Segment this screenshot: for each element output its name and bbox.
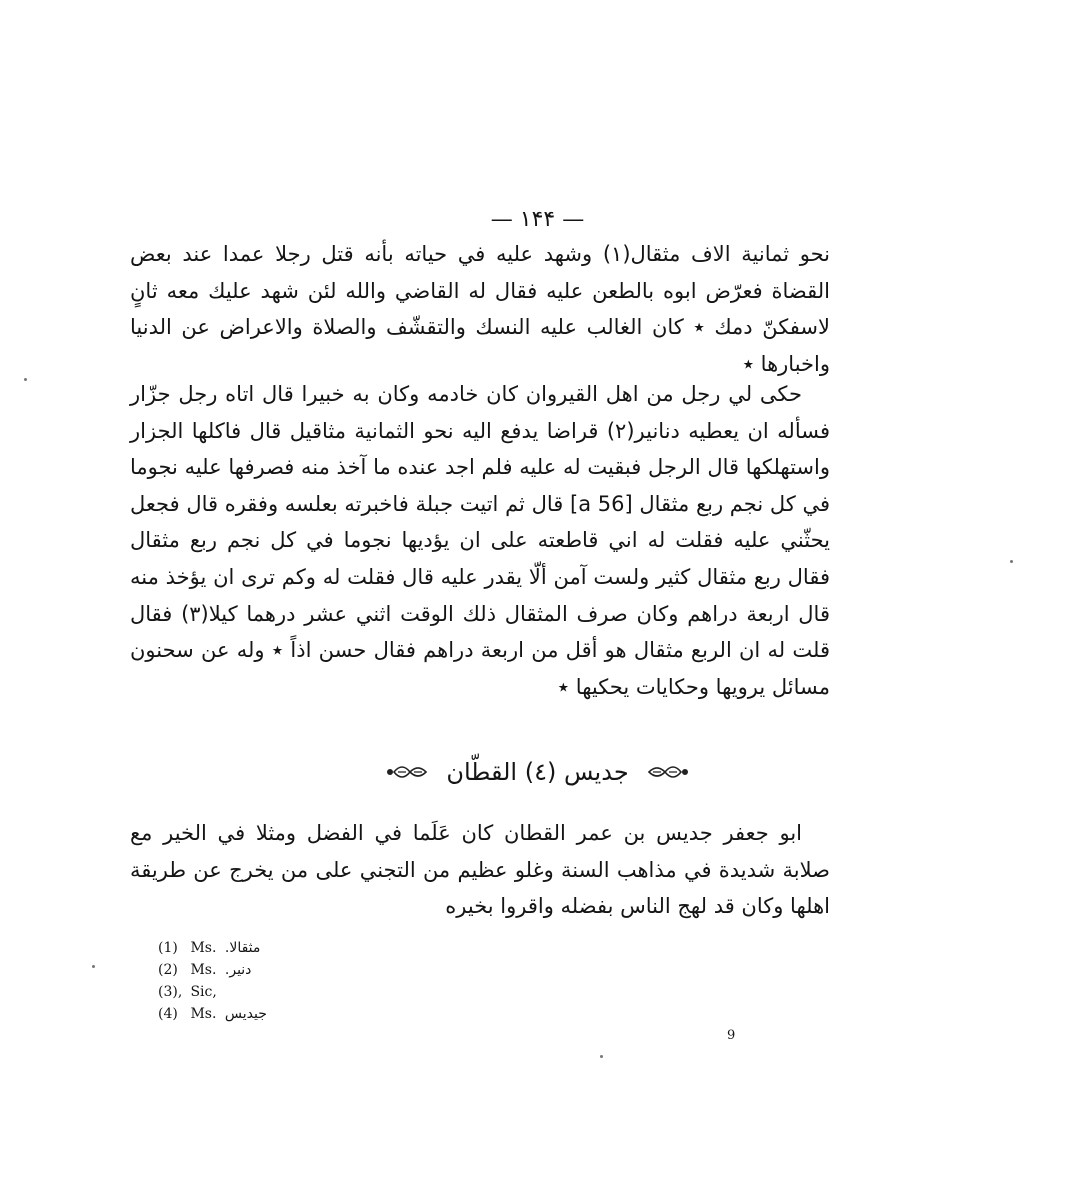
footnote: (3), Sic, (158, 984, 217, 1000)
scan-speck (24, 378, 27, 381)
paragraph-text: نحو ثمانية الاف مثقال(١) وشهد عليه في حياته بأنه قتل رجلا عمدا عند بعض القضاة فعرّض ابوه بالطعن عليه فقال له القاضي والله لئن شهد عليك معه ثانٍ لاسفكنّ دمك ٭ كان الغالب عليه النسك والتقشّف والصلاة والاعراض عن الدنيا واخبارها ٭ (130, 242, 830, 376)
footnotes (158, 937, 267, 1025)
ornament-right-icon (647, 760, 691, 784)
ornament-left-icon (384, 760, 428, 784)
scan-speck (600, 1055, 603, 1058)
paragraph-text: حكى لي رجل من اهل القيروان كان خادمه وكان به خبيرا قال اتاه رجل جزّار فسأله ان يعطيه دنانير(٢) قراضا يدفع اليه نحو الثمانية مثاقيل قال فاكلها الجزار واستهلكها قال الرجل فبقيت له عليه فلم اجد عنده ما آخذ منه فصرفها عليه نجوما في كل نجم ربع مثقال [56 a] قال ثم اتيت جبلة فاخبرته بعلسه وفقره قال فجعل يحثّني عليه فقلت له اني قاطعته على ان يؤديها نجوما في كل نجم ربع مثقال فقال ربع مثقال كثير ولست آمن ألّا يقدر عليه قال فقلت له وكم ترى ان يؤخذ منه قال اربعة دراهم وكان صرف المثقال ذلك الوقت اثني عشر درهما كيلا(٣) فقال قلت له ان الربع مثقال هو أقل من اربعة دراهم فقال حسن اذاً ٭ وله عن سحنون مسائل يرويها وحكايات يحكيها ٭ (130, 382, 830, 699)
scan-speck (92, 965, 95, 968)
section-title: جديس (٤) القطّان (446, 758, 629, 786)
section-heading (0, 758, 1075, 786)
footnote: (4) Ms. جيديس (158, 1006, 267, 1022)
footnote: (1) Ms. مثقالا. (158, 940, 261, 956)
paragraph-anecdote (130, 376, 830, 705)
footnote: (2) Ms. دنير. (158, 962, 252, 978)
paragraph-continuation (130, 236, 830, 382)
page-number: — ۱۴۴ — (490, 207, 585, 232)
signature-mark: 9 (727, 1028, 736, 1043)
paragraph-text: ابو جعفر جديس بن عمر القطان كان عَلَما في الفضل ومثلا في الخير مع صلابة شديدة في مذاهب السنة وغلو عظيم من التجني على من يخرج عن طريقة اهلها وكان قد لهج الناس بفضله واقروا بخيره (130, 821, 830, 919)
scan-speck (1010, 560, 1013, 563)
paragraph-biography (130, 815, 830, 925)
